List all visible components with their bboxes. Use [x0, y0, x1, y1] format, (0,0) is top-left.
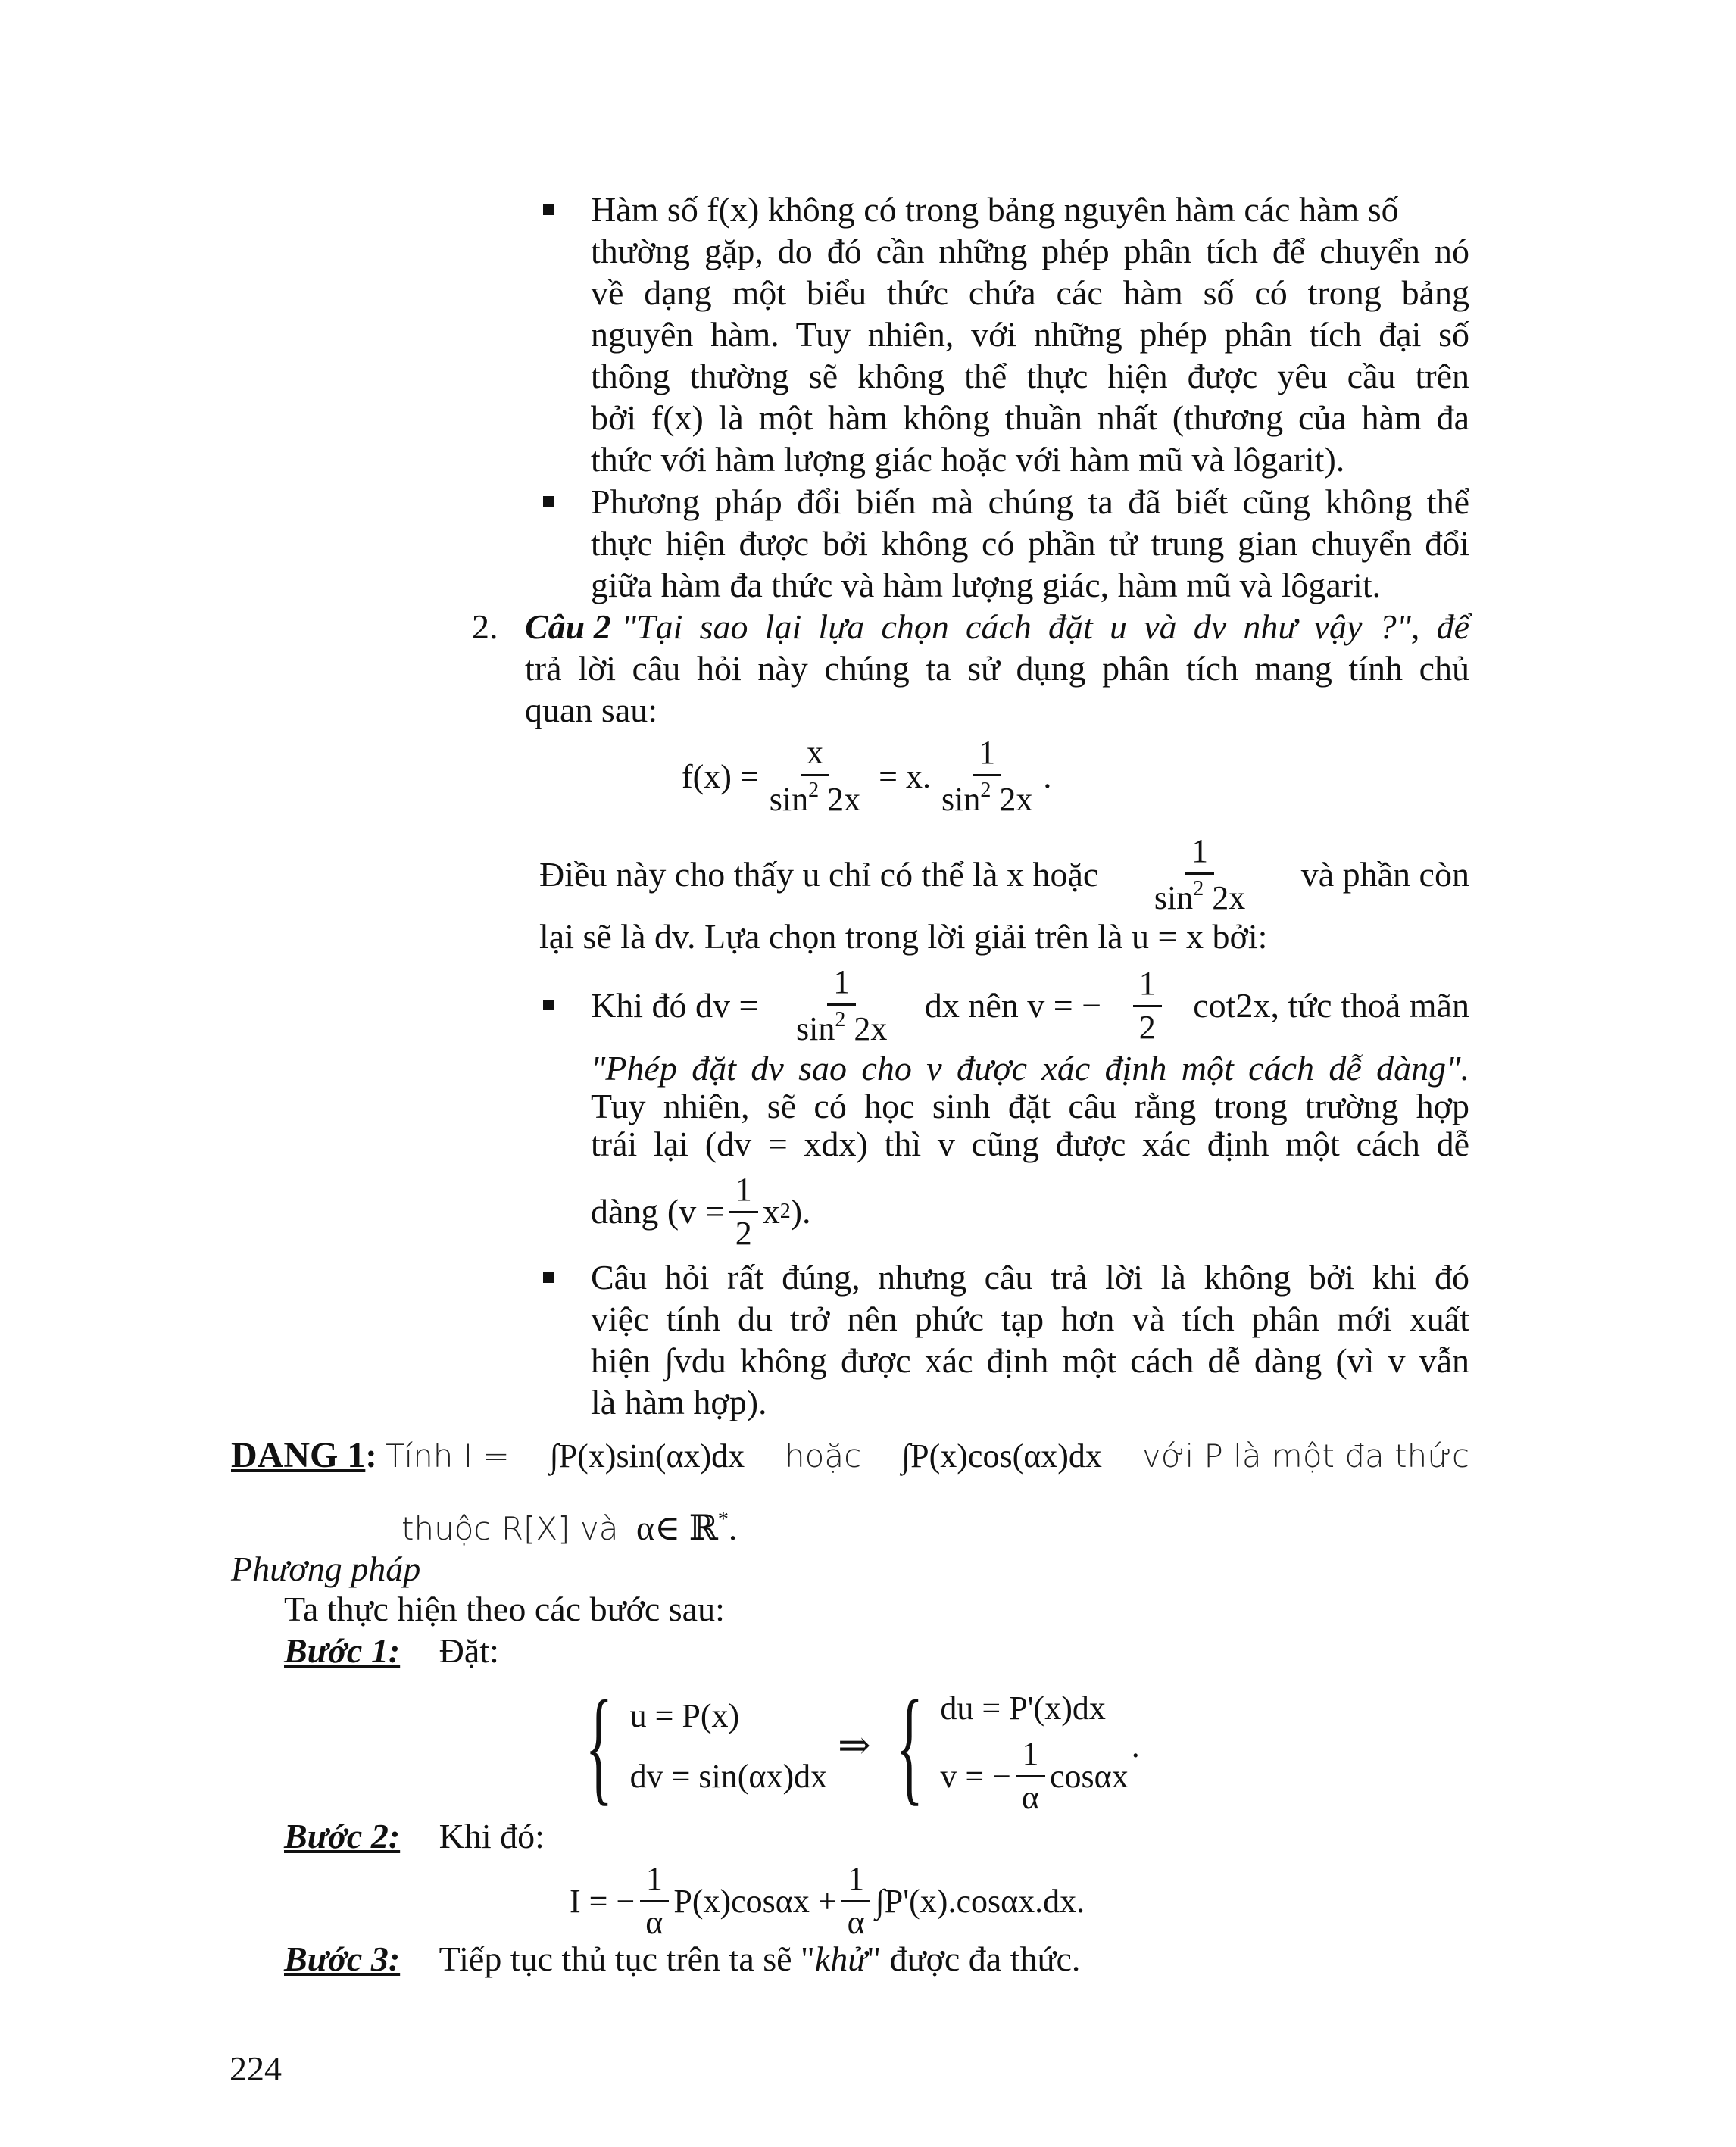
bullet1-line-1: Hàm số f(x) không có trong bảng nguyên hàm các hàm số — [591, 190, 1399, 229]
fraction-denominator: 2 — [1138, 1008, 1156, 1046]
left-brace: { — [585, 1674, 614, 1817]
step2-post: ∫P'(x).cosαx.dx. — [875, 1882, 1085, 1920]
exponent: 2 — [779, 1200, 791, 1223]
method-intro: Ta thực hiện theo các bước sau: — [284, 1590, 725, 1628]
bullet4-line-3: hiện ∫vdu không được xác định một cách dễ dàng (vì v vẫn — [591, 1341, 1469, 1380]
bullet4-line-4: là hàm hợp). — [591, 1383, 767, 1421]
step1-row — [284, 1631, 499, 1671]
fraction-denominator: α — [847, 1903, 865, 1941]
step1-system — [568, 1674, 1140, 1817]
dang1-line2-a: thuộc R[X] và — [401, 1510, 619, 1547]
bullet-marker-4 — [543, 1272, 554, 1283]
implies-arrow: ⇒ — [838, 1724, 871, 1768]
bullet3-line-2: "Phép đặt dv sao cho v được xác định một cách dễ dàng". — [591, 1049, 1469, 1088]
fraction-1-over-2 — [729, 1172, 758, 1250]
para1-line-1 — [539, 829, 1469, 920]
bullet3-line5-end: ). — [790, 1192, 811, 1231]
step3-text: Tiếp tục thủ tục trên ta sẽ "khử" được đa thức. — [439, 1939, 1081, 1978]
bullet-marker-2 — [543, 496, 554, 507]
item2-line-3: quan sau: — [525, 691, 658, 729]
system-right-eq1: du = P'(x)dx — [940, 1689, 1106, 1727]
bullet3-line5-x: x — [762, 1192, 780, 1231]
page-number: 224 — [229, 2049, 282, 2088]
dang1-line2-b: α∈ ℝ — [636, 1509, 718, 1547]
bullet1-line-5: thông thường sẽ không thể thực hiện được yêu cầu trên — [591, 357, 1469, 395]
bullet3-pre: Khi đó dv = — [591, 986, 759, 1025]
item2-line-2: trả lời câu hỏi này chúng ta sử dụng phân tích mang tính chủ — [525, 649, 1469, 688]
fraction-denominator: α — [645, 1903, 663, 1941]
fraction-1-over-2 — [1133, 966, 1162, 1044]
fraction-denominator: $\sin^2 2x$ — [941, 778, 1033, 818]
fraction-numerator: 1 — [729, 1172, 758, 1212]
fraction-numerator: x — [801, 735, 829, 775]
dang1-line-2 — [401, 1499, 737, 1549]
formula-eq: = x. — [879, 757, 931, 795]
fraction-numerator: 1 — [1185, 834, 1214, 874]
step3-label: Bước 3: — [284, 1939, 401, 1978]
bullet2-line-2: thực hiện được bởi không có phần tử trung gian chuyển đổi — [591, 524, 1469, 563]
exponent: * — [717, 1508, 729, 1531]
fraction-denominator: 2 — [735, 1214, 752, 1252]
step2-mid: P(x)cosαx + — [673, 1882, 837, 1920]
step3-row — [284, 1939, 1080, 1980]
dang1-line-1 — [231, 1435, 1469, 1477]
bullet-marker-1 — [543, 204, 554, 215]
bullet3-line-3: Tuy nhiên, sẽ có học sinh đặt câu rằng trong trường hợp — [591, 1087, 1469, 1125]
dang1-colon: : — [365, 1436, 377, 1475]
bullet1-line-3: về dạng một biểu thức chứa các hàm số có trong bảng — [591, 273, 1469, 312]
bullet1-line-7: thức với hàm lượng giác hoặc với hàm mũ và lôgarit). — [591, 440, 1345, 479]
fraction-1-over-sin — [1148, 834, 1251, 915]
step2-pre: I = − — [570, 1882, 635, 1920]
fraction-denominator: $\sin^2 2x$ — [769, 778, 861, 818]
step1-text: Đặt: — [439, 1631, 499, 1670]
para1-after: và phần còn — [1300, 855, 1469, 894]
bullet3-line-1 — [591, 960, 1469, 1051]
formula-fx — [682, 731, 1051, 822]
fraction-1-over-alpha — [639, 1861, 669, 1939]
dang1-label: DANG 1 — [231, 1435, 366, 1475]
para1-before: Điều này cho thấy u chỉ có thể là x hoặc — [539, 855, 1099, 894]
system-left — [630, 1685, 828, 1806]
formula-end: . — [1043, 757, 1052, 795]
fraction-numerator: 1 — [841, 1861, 870, 1902]
item2-line-1 — [525, 607, 1469, 648]
system-right-eq2: v = − $\frac{1}{\alpha}$ cosαx — [940, 1735, 1129, 1816]
step2-row — [284, 1816, 545, 1857]
bullet1-line-2: thường gặp, do đó cần những phép phân tích để chuyển nó — [591, 232, 1469, 270]
dang1-text1: Tính I = — [386, 1437, 510, 1475]
fraction-numerator: 1 — [1133, 966, 1162, 1006]
bullet2-line-3: giữa hàm đa thức và hàm lượng giác, hàm mũ và lôgarit. — [591, 566, 1382, 604]
system-end: . — [1131, 1727, 1140, 1765]
fraction-1-over-alpha — [1016, 1737, 1045, 1815]
fraction-numerator: 1 — [827, 965, 856, 1005]
method-title: Phương pháp — [231, 1549, 421, 1588]
fraction-numerator: 1 — [640, 1861, 669, 1902]
fraction-denominator: α — [1021, 1778, 1040, 1816]
fraction-x-over-sin — [763, 735, 866, 816]
system-right — [940, 1677, 1128, 1814]
fraction-1-over-sin — [935, 735, 1038, 816]
bullet3-line-4: trái lại (dv = xdx) thì v cũng được xác định một cách dễ — [591, 1125, 1469, 1163]
bullet3-mid: dx nên v = − — [924, 986, 1102, 1025]
bullet1-line-6: bởi f(x) là một hàm không thuần nhất (thương của hàm đa — [591, 398, 1469, 437]
bullet4-line-1: Câu hỏi rất đúng, nhưng câu trả lời là không bởi khi đó — [591, 1258, 1469, 1297]
system-left-eq1: u = P(x) — [629, 1696, 740, 1734]
system-left-eq2: dv = sin(αx)dx — [629, 1757, 828, 1795]
bullet3-post: cot2x, tức thoả mãn — [1193, 986, 1469, 1025]
dang1-text2: với P là một đa thức — [1141, 1437, 1469, 1475]
question-quote: "Tại sao lại lựa chọn cách đặt u và dv như vậy ?", để — [621, 607, 1469, 646]
step1-label: Bước 1: — [284, 1631, 401, 1670]
fraction-denominator: $\sin^2 2x$ — [795, 1007, 888, 1047]
para1-line-2: lại sẽ là dv. Lựa chọn trong lời giải trên là u = x bởi: — [539, 917, 1268, 956]
fraction-numerator: 1 — [973, 735, 1001, 775]
item-number-2: 2. — [472, 607, 498, 646]
fraction-denominator: $\sin^2 2x$ — [1154, 876, 1246, 916]
bullet1-line-4: nguyên hàm. Tuy nhiên, với những phép phân tích đại số — [591, 315, 1469, 354]
right-brace: { — [895, 1674, 923, 1817]
bullet3-line-5 — [591, 1166, 811, 1257]
dang1-or: hoặc — [785, 1437, 862, 1475]
bullet2-line-1: Phương pháp đổi biến mà chúng ta đã biết cũng không thể — [591, 482, 1469, 521]
step2-label: Bước 2: — [284, 1817, 401, 1855]
fraction-1-over-alpha — [841, 1861, 871, 1939]
bullet-marker-3 — [543, 1000, 554, 1010]
fraction-numerator: 1 — [1016, 1737, 1045, 1777]
step2-text: Khi đó: — [439, 1817, 545, 1855]
dang1-expr-cos: ∫P(x)cos(αx)dx — [901, 1437, 1102, 1475]
dang1-line2-end: . — [728, 1509, 738, 1547]
formula-lhs: f(x) = — [682, 757, 759, 795]
bullet4-line-2: việc tính du trở nên phức tạp hơn và tích phân mới xuất — [591, 1300, 1469, 1338]
step2-formula — [570, 1855, 1085, 1946]
bullet3-line5-pre: dàng (v = — [591, 1192, 725, 1231]
dang1-expr-sin: ∫P(x)sin(αx)dx — [549, 1437, 745, 1475]
fraction-1-over-sin — [790, 965, 893, 1046]
question-label: Câu 2 — [525, 607, 611, 646]
